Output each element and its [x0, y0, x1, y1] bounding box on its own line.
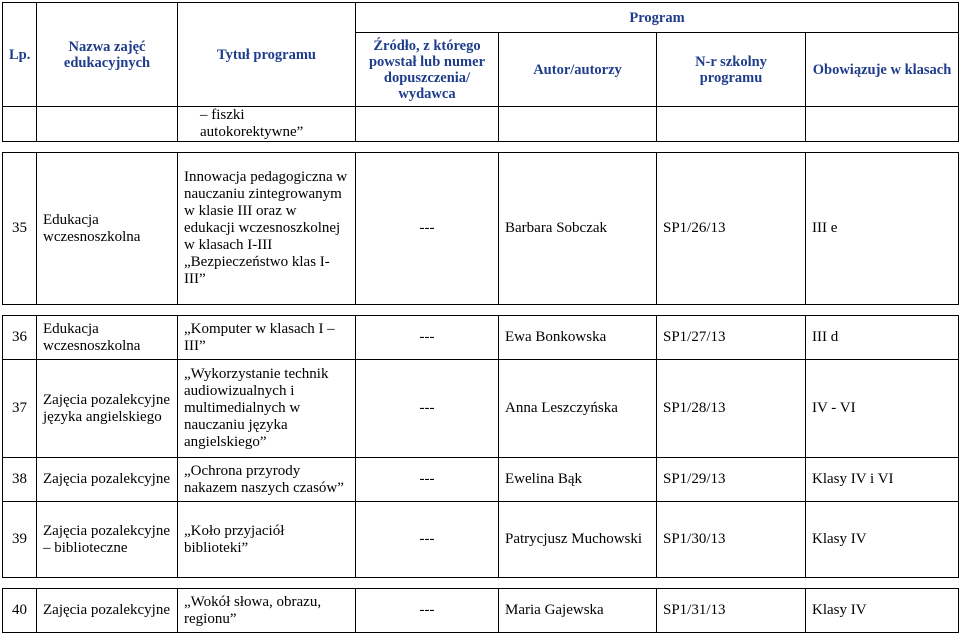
table-row	[3, 589, 959, 633]
row-name: Zajęcia pozalekcyjne języka angielskiego	[37, 360, 178, 458]
row-number: SP1/29/13	[657, 458, 806, 502]
row-author: Ewelina Bąk	[499, 458, 657, 502]
row-number: SP1/28/13	[657, 360, 806, 458]
table-row	[3, 316, 959, 360]
row-lp: 37	[3, 360, 37, 458]
row-classes: IV - VI	[806, 360, 959, 458]
row-name: Edukacja wczesnoszkolna	[37, 316, 178, 360]
row-source: ---	[356, 153, 499, 305]
row-source: ---	[356, 589, 499, 633]
row-name: Edukacja wczesnoszkolna	[37, 153, 178, 305]
row-title: „Ochrona przyrody nakazem naszych czasów”	[178, 458, 356, 502]
row-source: ---	[356, 458, 499, 502]
row-name: Zajęcia pozalekcyjne	[37, 458, 178, 502]
row-author: Ewa Bonkowska	[499, 316, 657, 360]
row-source: ---	[356, 502, 499, 578]
row-title: „Wykorzystanie technik audiowizualnych i multimedialnych w nauczaniu języka angielskiego”	[178, 360, 356, 458]
row-source: ---	[356, 360, 499, 458]
table-row	[3, 360, 959, 458]
header-program-group: Program	[356, 3, 959, 33]
row-classes: Klasy IV	[806, 502, 959, 578]
row-lp: 40	[3, 589, 37, 633]
row-lp: 36	[3, 316, 37, 360]
row-author: Maria Gajewska	[499, 589, 657, 633]
row-source: ---	[356, 316, 499, 360]
row-title: „Koło przyjaciół biblioteki”	[178, 502, 356, 578]
row-number: SP1/27/13	[657, 316, 806, 360]
row-author: Anna Leszczyńska	[499, 360, 657, 458]
continuation-text: – fiszki autokorektywne”	[178, 107, 356, 142]
row-classes: III e	[806, 153, 959, 305]
header-number: N-r szkolny programu	[657, 33, 806, 107]
row-author: Patrycjusz Muchowski	[499, 502, 657, 578]
header-title: Tytuł programu	[178, 3, 356, 107]
table-row	[3, 502, 959, 578]
row-author: Barbara Sobczak	[499, 153, 657, 305]
program-table	[2, 2, 959, 633]
row-name: Zajęcia pozalekcyjne – biblioteczne	[37, 502, 178, 578]
header-source: Źródło, z którego powstał lub numer dopuszczenia/ wydawca	[356, 33, 499, 107]
row-title: „Komputer w klasach I – III”	[178, 316, 356, 360]
table-row	[3, 153, 959, 305]
row-classes: Klasy IV i VI	[806, 458, 959, 502]
row-number: SP1/30/13	[657, 502, 806, 578]
row-name: Zajęcia pozalekcyjne	[37, 589, 178, 633]
row-lp: 39	[3, 502, 37, 578]
table-row	[3, 458, 959, 502]
header-lp: Lp.	[3, 3, 37, 107]
row-lp: 35	[3, 153, 37, 305]
row-lp: 38	[3, 458, 37, 502]
row-classes: III d	[806, 316, 959, 360]
row-title: „Wokół słowa, obrazu, regionu”	[178, 589, 356, 633]
continuation-row	[3, 107, 959, 142]
row-classes: Klasy IV	[806, 589, 959, 633]
header-classes: Obowiązuje w klasach	[806, 33, 959, 107]
row-number: SP1/26/13	[657, 153, 806, 305]
row-title: Innowacja pedagogiczna w nauczaniu zintegrowanym w klasie III oraz w edukacji wczesnoszkolnej w klasach I-III „Bezpieczeństwo klas I-III”	[178, 153, 356, 305]
header-name: Nazwa zajęć edukacyjnych	[37, 3, 178, 107]
row-number: SP1/31/13	[657, 589, 806, 633]
header-author: Autor/autorzy	[499, 33, 657, 107]
